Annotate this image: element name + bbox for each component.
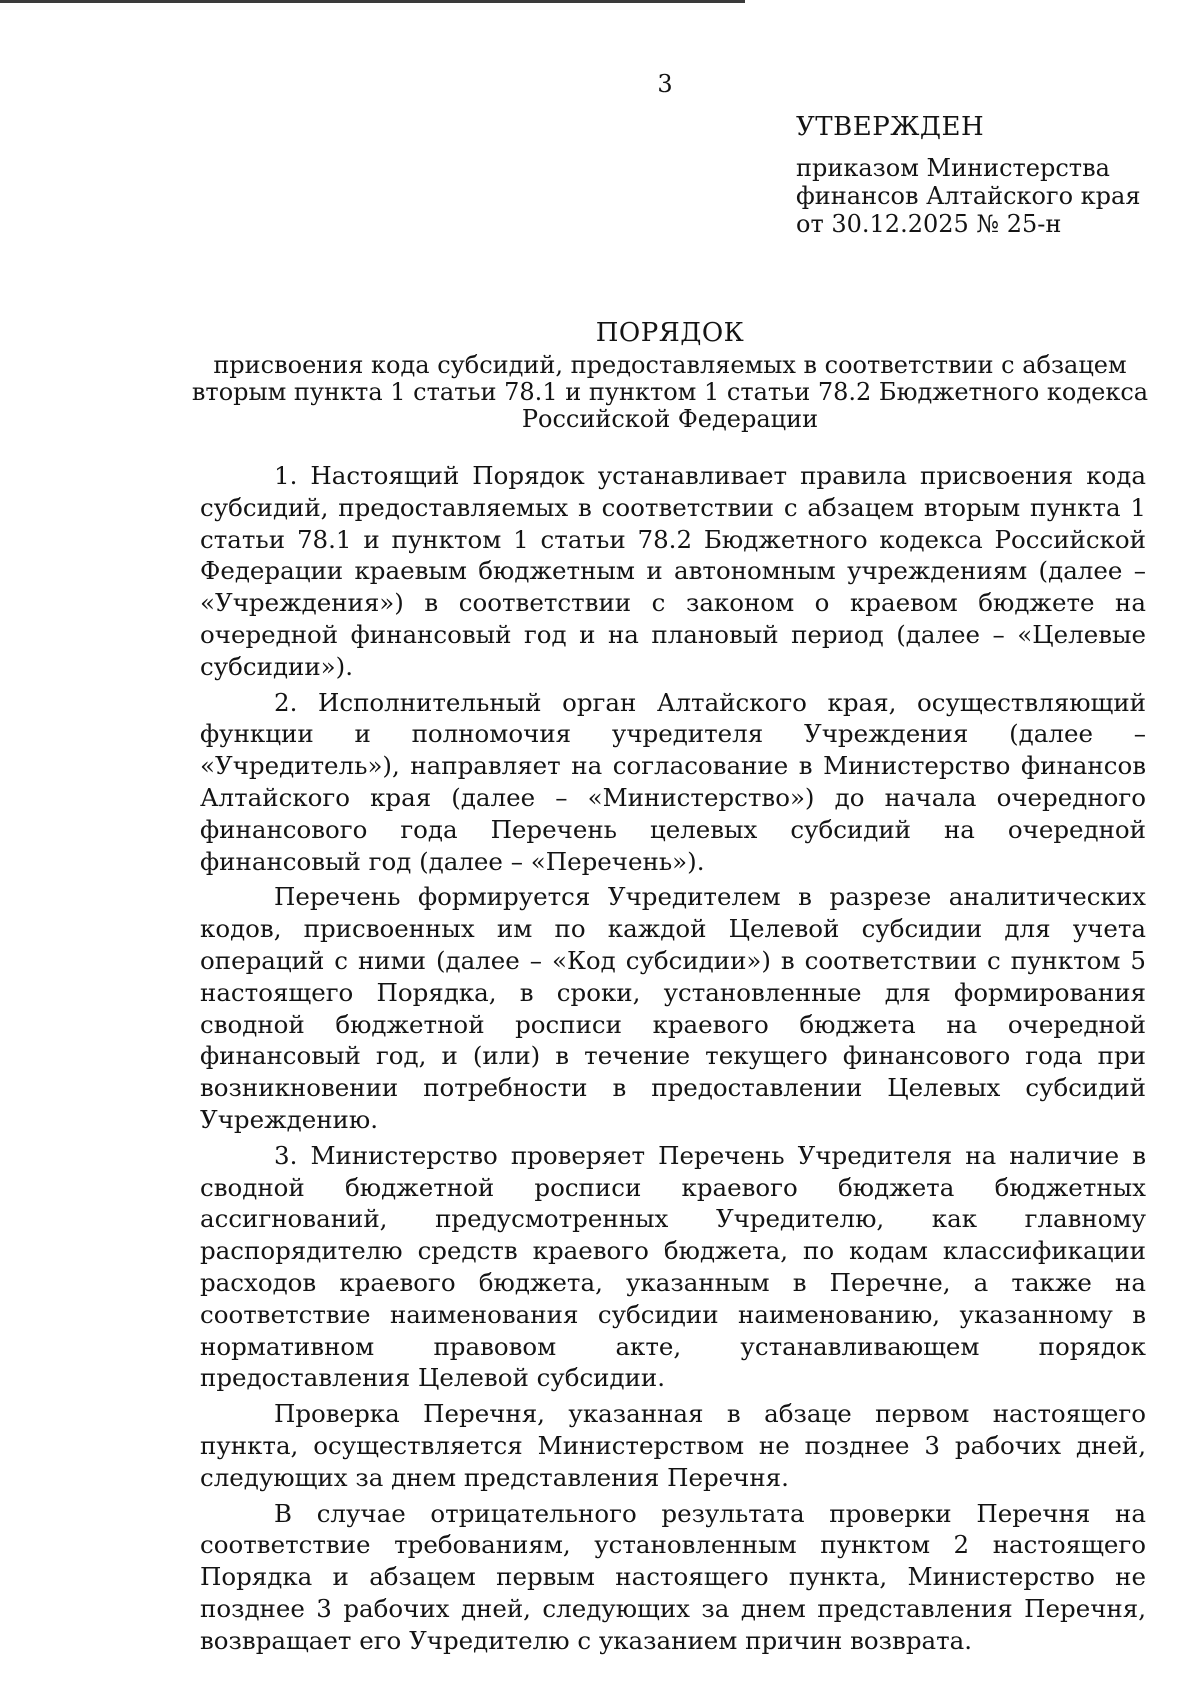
document-body	[200, 460, 1146, 1660]
page-number: 3	[657, 70, 673, 98]
document-subtitle-line: Российской Федерации	[521, 405, 819, 433]
paragraph-2-list: Перечень формируется Учредителем в разрезе аналитических кодов, присвоенных им по каждой Целевой субсидии для учета операций с ними (далее – «Код субсидии») в соответствии с пунктом 5 настоящего Порядка, в сроки, установленные для формирования сводной бюджетной росписи краевого бюджета на очередной финансовый год, и (или) в течение текущего финансового года при возникновении потребности в предоставлении Целевых субсидий Учреждению.	[200, 882, 1146, 1134]
paragraph-3-check: Проверка Перечня, указанная в абзаце первом настоящего пункта, осуществляется Министерством не позднее 3 рабочих дней, следующих за днем представления Перечня.	[200, 1399, 1146, 1492]
approval-stamp-block	[796, 112, 1176, 238]
paragraph-3-return: В случае отрицательного результата проверки Перечня на соответствие требованиям, установленным пунктом 2 настоящего Порядка и абзацем первым настоящего пункта, Министерство не позднее 3 рабочих дней, следующих за днем представления Перечня, возвращает его Учредителю с указанием причин возврата.	[200, 1498, 1146, 1655]
approval-heading: УТВЕРЖДЕН	[796, 112, 985, 142]
paragraph-3: 3. Министерство проверяет Перечень Учредителя на наличие в сводной бюджетной росписи краевого бюджета бюджетных ассигнований, предусмотренных Учредителю, как главному распорядителю средств краевого бюджета, по кодам классификации расходов краевого бюджета, указанным в Перечне, а также на соответствие наименования субсидии наименованию, указанному в нормативном правовом акте, устанавливающем порядок предоставления Целевой субсидии.	[200, 1140, 1146, 1393]
approval-line: приказом Министерства	[796, 154, 1110, 182]
paragraph-2: 2. Исполнительный орган Алтайского края, осуществляющий функции и полномочия учредителя Учреждения (далее – «Учредитель»), направляет на согласование в Министерство финансов Алтайского края (далее – «Министерство») до начала очередного финансового года Перечень целевых субсидий на очередной финансовый год (далее – «Перечень»).	[200, 687, 1146, 876]
document-title: ПОРЯДОК	[595, 318, 745, 348]
approval-line: финансов Алтайского края	[796, 182, 1141, 210]
document-subtitle-line: присвоения кода субсидий, предоставляемых в соответствии с абзацем	[213, 351, 1127, 379]
document-title-block	[190, 318, 1150, 433]
paragraph-1: 1. Настоящий Порядок устанавливает правила присвоения кода субсидий, предоставляемых в соответствии с абзацем вторым пункта 1 статьи 78.1 и пунктом 1 статьи 78.2 Бюджетного кодекса Российской Федерации краевым бюджетным и автономным учреждениям (далее – «Учреждения») в соответствии с законом о краевом бюджете на очередной финансовый год и на плановый период (далее – «Целевые субсидии»).	[200, 461, 1146, 681]
approval-line: от 30.12.2025 № 25-н	[796, 210, 1062, 238]
document-subtitle-line: вторым пункта 1 статьи 78.1 и пунктом 1 статьи 78.2 Бюджетного кодекса	[191, 378, 1149, 406]
scan-edge-line	[0, 0, 745, 3]
